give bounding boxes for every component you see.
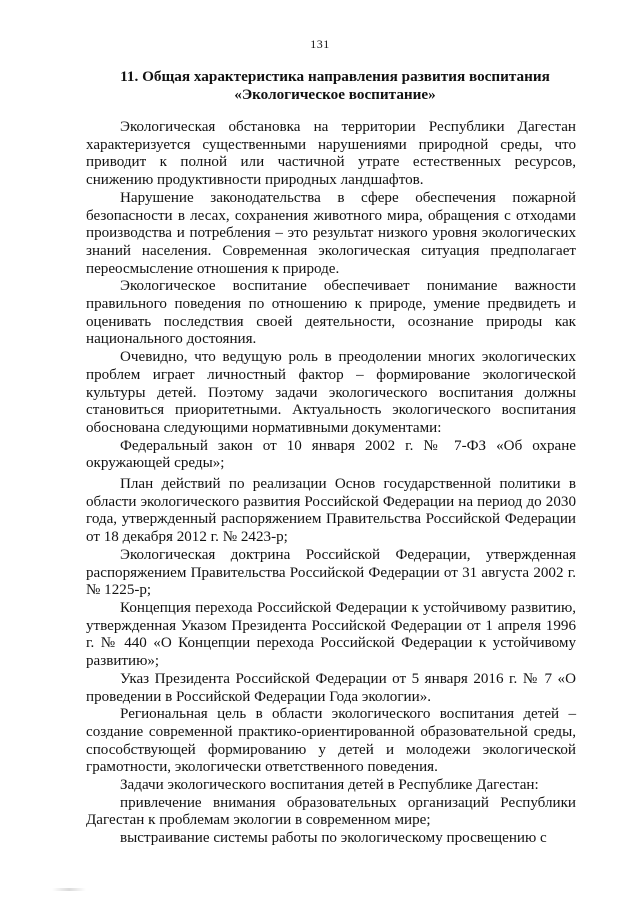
paragraph: Региональная цель в области экологического воспитания детей – создание современной практико-ориентированной образовательной среды, способствующей формированию у детей и молодежи экологической грамотности, экологически ответственного поведения. bbox=[86, 706, 576, 776]
section-heading bbox=[100, 68, 570, 104]
scan-smudge bbox=[52, 888, 86, 891]
paragraph: Экологическая доктрина Российской Федерации, утвержденная распоряжением Правительства Российской Федерации от 31 августа 2002 г. № 1225-р; bbox=[86, 546, 576, 599]
paragraph: Нарушение законодательства в сфере обеспечения пожарной безопасности в лесах, сохранения животного мира, обращения с отходами производства и потребления – это результат низкого уровня экологических знаний населения. Современная экологическая ситуация предполагает переосмысление отношения к природе. bbox=[86, 189, 576, 277]
paragraph: Указ Президента Российской Федерации от 5 января 2016 г. № 7 «О проведении в Российской Федерации Года экологии». bbox=[86, 670, 576, 705]
paragraph: Экологическое воспитание обеспечивает понимание важности правильного поведения по отношению к природе, умение предвидеть и оценивать последствия своей деятельности, осознание природы как национального достояния. bbox=[86, 278, 576, 348]
section-heading-line-2: «Экологическое воспитание» bbox=[234, 86, 436, 103]
section-heading-line-1: 11. Общая характеристика направления развития воспитания bbox=[120, 68, 550, 85]
page-number: 131 bbox=[310, 37, 330, 51]
paragraph: Очевидно, что ведущую роль в преодолении многих экологических проблем играет личностный фактор – формирование экологической культуры детей. Поэтому задачи экологического воспитания должны становиться приоритетными. Актуальность экологического воспитания обоснована следующими нормативными документами: bbox=[86, 349, 576, 436]
paragraph: Экологическая обстановка на территории Республики Дагестан характеризуется существенными нарушениями природной среды, что приводит к полной или частичной утрате естественных ресурсов, снижению продуктивности природных ландшафтов. bbox=[86, 119, 576, 189]
paragraph: Концепция перехода Российской Федерации к устойчивому развитию, утвержденная Указом Президента Российской Федерации от 1 апреля 1996 г. № 440 «О Концепции перехода Российской Федерации к устойчивому развитию»; bbox=[86, 599, 576, 670]
paragraph: План действий по реализации Основ государственной политики в области экологического развития Российской Федерации на период до 2030 года, утвержденный распоряжением Правительства Российской Федерации от 18 декабря 2012 г. № 2423-р; bbox=[86, 476, 576, 546]
paragraph: привлечение внимания образовательных организаций Республики Дагестан к проблемам экологии в современном мире; bbox=[86, 794, 576, 829]
paragraph: выстраивание системы работы по экологическому просвещению с bbox=[120, 830, 547, 847]
body-text bbox=[86, 119, 576, 848]
paragraph: Задачи экологического воспитания детей в Республике Дагестан: bbox=[120, 777, 539, 794]
paragraph: Федеральный закон от 10 января 2002 г. № 7-ФЗ «Об охране окружающей среды»; bbox=[86, 437, 576, 472]
